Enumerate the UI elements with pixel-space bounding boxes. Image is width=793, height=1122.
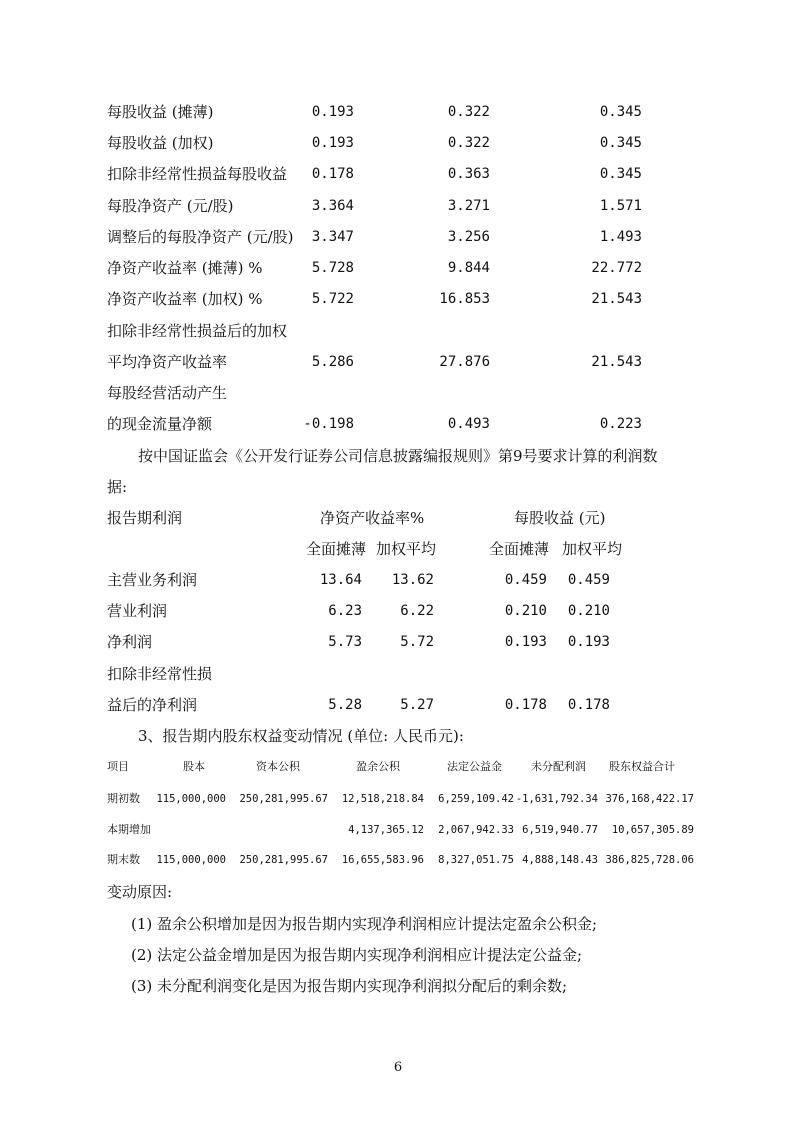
equity-row-label: 期末数 <box>107 853 140 866</box>
metric-value-1: 3.364 <box>311 198 354 214</box>
metric-value-2: 0.363 <box>447 166 490 182</box>
metric-value-2: 0.322 <box>447 135 490 151</box>
profit-value: 0.459 <box>567 572 610 588</box>
metric-value-1: 5.722 <box>311 291 354 307</box>
profit-value: 0.210 <box>567 603 610 619</box>
metric-label: 净资产收益率 (加权) % <box>107 290 263 308</box>
metric-value-2: 3.256 <box>447 229 490 245</box>
equity-cell: 16,655,583.96 <box>341 854 424 866</box>
metric-value-3: 0.345 <box>599 135 642 151</box>
metric-value-3: 0.345 <box>599 104 642 120</box>
metric-value-2: 16.853 <box>439 291 490 307</box>
metric-label: 调整后的每股净资产 (元/股) <box>107 228 294 246</box>
equity-header: 项目 <box>107 760 129 773</box>
equity-cell: 115,000,000 <box>156 793 226 805</box>
metric-value-2: 0.493 <box>447 416 490 432</box>
metric-value-1: 3.347 <box>311 229 354 245</box>
reasons-title: 变动原因: <box>107 883 173 901</box>
profit-row-label: 营业利润 <box>107 602 168 620</box>
profit-row-label: 扣除非经常性损 <box>107 665 213 683</box>
profit-value: 6.23 <box>328 603 362 619</box>
metric-value-1: 0.193 <box>311 135 354 151</box>
metric-label: 的现金流量净额 <box>107 415 213 433</box>
profit-value: 5.73 <box>328 634 362 650</box>
metric-value-2: 27.876 <box>439 354 490 370</box>
equity-header: 股东权益合计 <box>609 760 675 773</box>
metric-value-2: 3.271 <box>447 198 490 214</box>
section-title: 3、报告期内股东权益变动情况 (单位: 人民币元): <box>138 727 464 745</box>
equity-cell: 12,518,218.84 <box>341 793 424 805</box>
metric-label: 每股收益 (加权) <box>107 134 214 152</box>
metric-value-1: 5.286 <box>311 354 354 370</box>
metric-value-1: -0.198 <box>303 416 354 432</box>
profit-value: 13.64 <box>319 572 362 588</box>
metric-value-3: 0.345 <box>599 166 642 182</box>
metric-value-1: 0.193 <box>311 104 354 120</box>
equity-cell: 376,168,422.17 <box>605 793 694 805</box>
reason-item: (2) 法定公益金增加是因为报告期内实现净利润相应计提法定公益金; <box>131 946 583 964</box>
metric-value-3: 21.543 <box>591 291 642 307</box>
metric-label: 平均净资产收益率 <box>107 353 228 371</box>
profit-row-label: 净利润 <box>107 633 153 651</box>
metric-label: 扣除非经常性损益每股收益 <box>107 165 288 183</box>
equity-cell: 4,888,148.43 <box>522 854 598 866</box>
page-number: 6 <box>393 1060 403 1075</box>
equity-header: 法定公益金 <box>447 760 502 773</box>
equity-row-label: 本期增加 <box>107 823 151 836</box>
equity-cell: -1,631,792.34 <box>515 793 598 805</box>
eps-header: 每股收益 (元) <box>514 509 606 527</box>
metric-label: 每股收益 (摊薄) <box>107 103 214 121</box>
equity-row-label: 期初数 <box>107 792 140 805</box>
profit-value: 0.178 <box>504 697 547 713</box>
roe-header: 净资产收益率% <box>320 509 425 527</box>
reason-item: (3) 未分配利润变化是因为报告期内实现净利润拟分配后的剩余数; <box>131 977 568 995</box>
metric-value-3: 0.223 <box>599 416 642 432</box>
equity-header: 股本 <box>183 760 205 773</box>
metric-value-2: 9.844 <box>447 260 490 276</box>
metric-label: 每股净资产 (元/股) <box>107 197 234 215</box>
equity-header: 盈余公积 <box>356 760 400 773</box>
equity-cell: 4,137,365.12 <box>348 824 424 836</box>
profit-value: 5.27 <box>400 697 434 713</box>
equity-cell: 250,281,995.67 <box>239 854 328 866</box>
roe-subheader-diluted: 全面摊薄 <box>306 540 367 558</box>
metric-value-1: 0.178 <box>311 166 354 182</box>
equity-cell: 6,519,940.77 <box>522 824 598 836</box>
profit-value: 6.22 <box>400 603 434 619</box>
paragraph-line: 按中国证监会《公开发行证券公司信息披露编报规则》第9号要求计算的利润数 <box>138 447 658 465</box>
roe-subheader-weighted: 加权平均 <box>376 540 437 558</box>
metric-label: 净资产收益率 (摊薄) % <box>107 259 263 277</box>
profit-row-label: 主营业务利润 <box>107 571 198 589</box>
paragraph-line: 据: <box>107 478 128 496</box>
profit-value: 0.193 <box>567 634 610 650</box>
equity-cell: 10,657,305.89 <box>611 824 694 836</box>
metric-value-2: 0.322 <box>447 104 490 120</box>
metric-value-3: 1.493 <box>599 229 642 245</box>
profit-value: 0.193 <box>504 634 547 650</box>
metric-label: 扣除非经常性损益后的加权 <box>107 322 288 340</box>
profit-value: 0.210 <box>504 603 547 619</box>
eps-subheader-diluted: 全面摊薄 <box>489 540 550 558</box>
profit-value: 0.459 <box>504 572 547 588</box>
equity-cell: 386,825,728.06 <box>605 854 694 866</box>
profit-value: 0.178 <box>567 697 610 713</box>
equity-cell: 115,000,000 <box>156 854 226 866</box>
profit-row-label: 益后的净利润 <box>107 696 198 714</box>
equity-header: 未分配利润 <box>531 760 586 773</box>
metric-value-3: 1.571 <box>599 198 642 214</box>
reason-item: (1) 盈余公积增加是因为报告期内实现净利润相应计提法定盈余公积金; <box>131 915 598 933</box>
profit-value: 5.28 <box>328 697 362 713</box>
equity-cell: 6,259,109.42 <box>438 793 514 805</box>
profit-value: 13.62 <box>391 572 434 588</box>
equity-cell: 2,067,942.33 <box>438 824 514 836</box>
profit-table-label-header: 报告期利润 <box>107 509 183 527</box>
equity-header: 资本公积 <box>256 760 300 773</box>
profit-value: 5.72 <box>400 634 434 650</box>
metric-value-1: 5.728 <box>311 260 354 276</box>
equity-cell: 250,281,995.67 <box>239 793 328 805</box>
equity-cell: 8,327,051.75 <box>438 854 514 866</box>
eps-subheader-weighted: 加权平均 <box>562 540 623 558</box>
metric-label: 每股经营活动产生 <box>107 384 228 402</box>
metric-value-3: 21.543 <box>591 354 642 370</box>
metric-value-3: 22.772 <box>591 260 642 276</box>
